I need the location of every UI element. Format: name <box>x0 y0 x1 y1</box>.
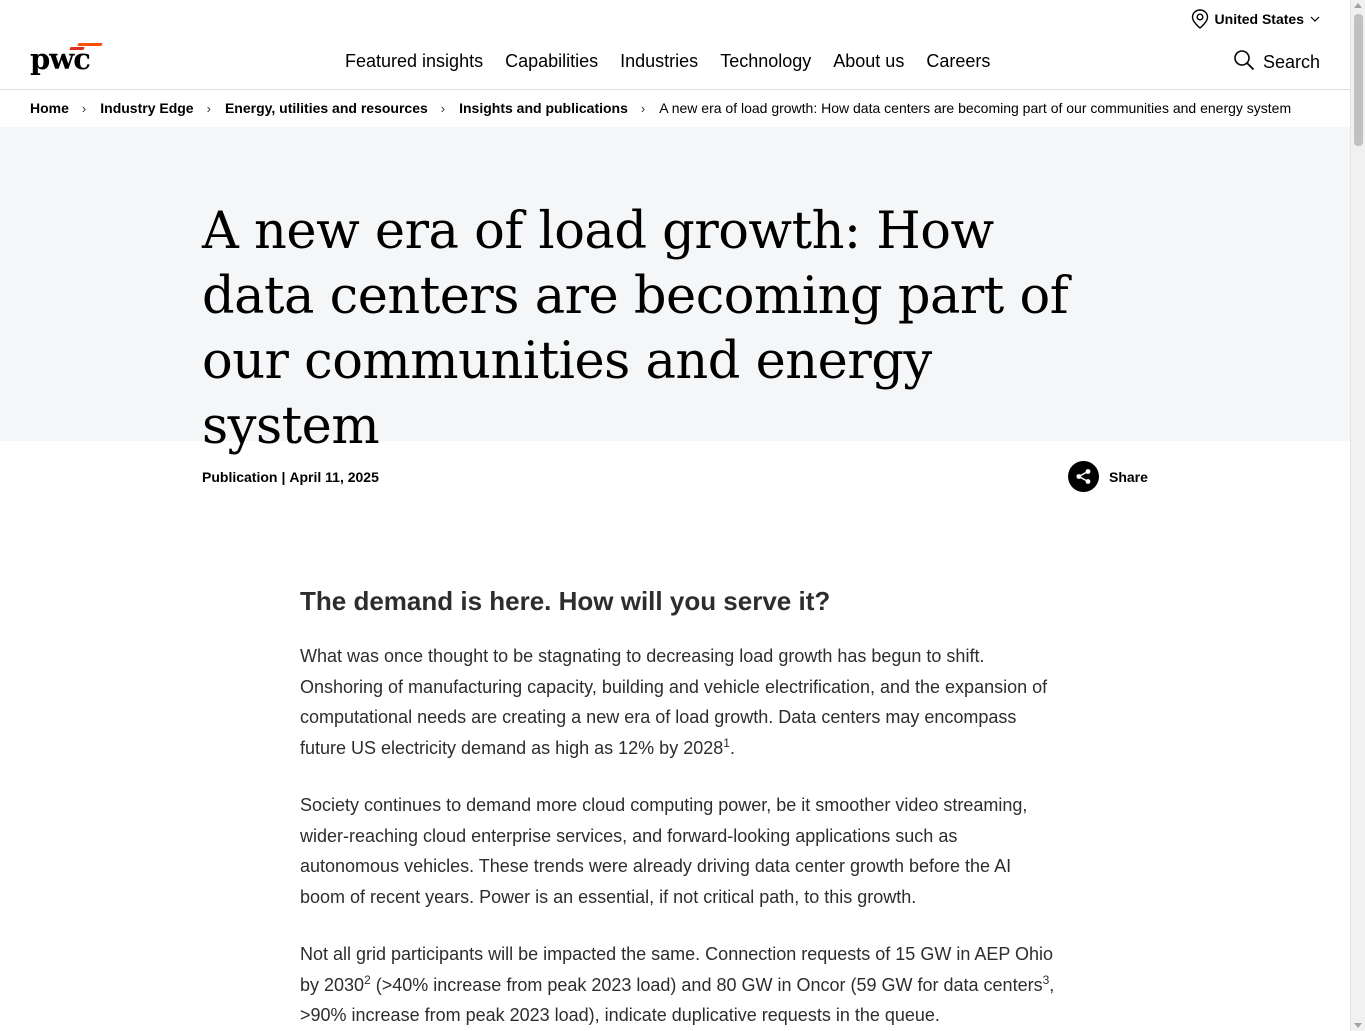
page-scrollbar[interactable] <box>1350 0 1365 1031</box>
page-title: A new era of load growth: How data centers are becoming part of our communities and energy system <box>202 202 1069 456</box>
region-label: United States <box>1214 11 1304 27</box>
publication-type: Publication <box>202 469 278 485</box>
footnote-link-3[interactable]: 3 <box>1042 972 1050 987</box>
breadcrumb-home[interactable]: Home <box>30 100 69 116</box>
breadcrumb-industry-edge[interactable]: Industry Edge <box>100 100 194 116</box>
logo-wordmark: pwc <box>30 42 90 76</box>
main-nav <box>345 51 990 72</box>
site-header <box>0 0 1350 90</box>
paragraph-text: . <box>729 737 735 758</box>
nav-technology[interactable]: Technology <box>720 51 812 71</box>
scrollbar-thumb[interactable] <box>1354 14 1363 146</box>
footnote-link-2[interactable]: 2 <box>364 972 371 987</box>
footnote-link-1[interactable]: 1 <box>723 735 730 750</box>
share-label: Share <box>1109 468 1148 485</box>
region-selector[interactable] <box>1191 9 1320 29</box>
chevron-down-icon <box>1310 15 1320 23</box>
article-paragraph: Society continues to demand more cloud computing power, be it smoother video streaming, wider-reaching cloud enterprise services, and forward-looking applications such as autonomous vehicles. These trends were already driving data center growth before the AI boom of recent years. Power is an essential, if not critical path, to this growth. <box>300 795 1028 907</box>
pwc-logo[interactable] <box>30 38 104 76</box>
paragraph-text: (>40% increase from peak 2023 load) and 80 GW in Oncor (59 GW for data centers <box>370 974 1043 995</box>
breadcrumb <box>30 100 1291 116</box>
nav-about-us[interactable]: About us <box>833 51 905 71</box>
location-pin-icon <box>1191 9 1209 29</box>
publication-date: April 11, 2025 <box>289 469 379 485</box>
search-button[interactable] <box>1233 49 1320 76</box>
chevron-right-icon: › <box>206 100 211 116</box>
paragraph-text: , >90% increase from peak 2023 load), indicate duplicative requests in the queue. <box>300 974 1055 1025</box>
publication-meta <box>202 469 379 485</box>
share-icon <box>1068 461 1099 492</box>
chevron-right-icon: › <box>440 100 446 116</box>
article-body <box>300 585 1060 1031</box>
nav-capabilities[interactable]: Capabilities <box>505 51 599 71</box>
hero-banner <box>0 127 1350 456</box>
chevron-right-icon: › <box>81 100 87 116</box>
breadcrumb-energy-utilities[interactable]: Energy, utilities and resources <box>224 100 428 116</box>
breadcrumb-current: A new era of load growth: How data centers are becoming part of our communities and energy system <box>659 100 1292 116</box>
article-paragraph <box>300 939 1060 1031</box>
meta-separator: | <box>281 469 286 485</box>
article-paragraph <box>300 641 1060 763</box>
paragraph-text: What was once thought to be stagnating to decreasing load growth has begun to shift. Onshoring of manufacturing capacity, building and vehicle electrification, and the expansion of computational needs are creating a new era of load growth. Data centers may encompass future US electricity demand as high as 12% by 2028 <box>300 646 1048 758</box>
nav-careers[interactable]: Careers <box>926 51 991 71</box>
nav-featured-insights[interactable]: Featured insights <box>345 51 484 71</box>
share-button[interactable] <box>1068 461 1148 492</box>
scroll-down-icon[interactable] <box>1354 1023 1362 1028</box>
nav-industries[interactable]: Industries <box>620 51 699 71</box>
search-icon <box>1233 49 1255 76</box>
section-heading: The demand is here. How will you serve it? <box>300 586 831 616</box>
paragraph-text: Not all grid participants will be impacted the same. Connection requests of 15 GW in AEP Ohio by 2030 <box>300 944 1054 995</box>
chevron-right-icon: › <box>640 100 646 116</box>
scroll-up-icon[interactable] <box>1354 3 1362 8</box>
search-label: Search <box>1262 52 1320 72</box>
breadcrumb-insights-publications[interactable]: Insights and publications <box>459 100 628 116</box>
